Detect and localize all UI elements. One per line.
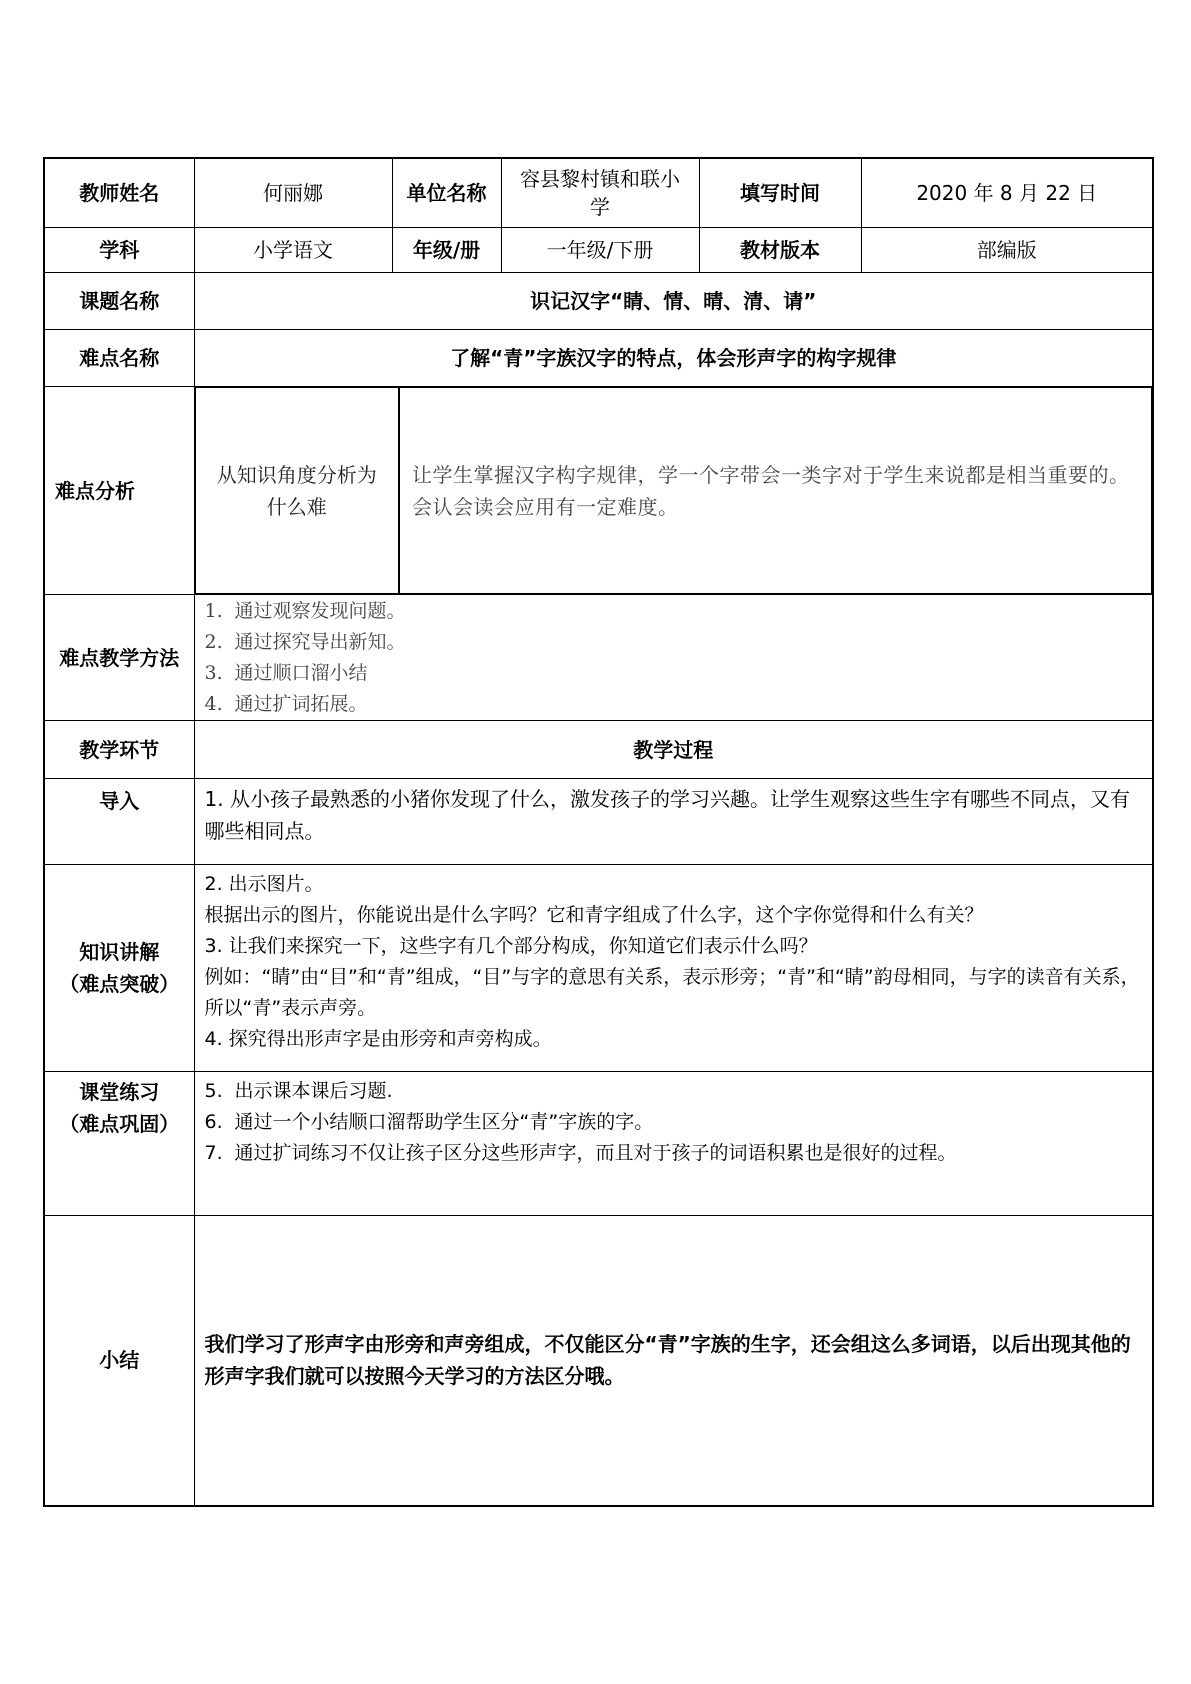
practice-item: 6. 通过一个小结顺口溜帮助学生区分“青”字族的字。 — [204, 1111, 654, 1133]
knowledge-line: 2. 出示图片。 — [204, 873, 324, 895]
knowledge-label-line2: （难点突破） — [59, 972, 180, 996]
methods-list — [205, 596, 1143, 720]
knowledge-label-line1: 知识讲解 — [79, 940, 160, 964]
topic-label: 课题名称 — [44, 273, 194, 330]
unit-value: 容县黎村镇和联小学 — [501, 158, 699, 228]
topic-value: 识记汉字“睛、情、晴、清、请” — [194, 273, 1153, 330]
methods-list-cell — [194, 595, 1153, 721]
knowledge-line: 4. 探究得出形声字是由形旁和声旁构成。 — [204, 1028, 552, 1050]
method-item: 1. 通过观察发现问题。 — [204, 599, 406, 622]
process-header-row — [44, 721, 1153, 779]
method-item: 3. 通过顺口溜小结 — [204, 661, 368, 684]
lesson-plan-document — [43, 157, 1152, 1507]
practice-label-line2: （难点巩固） — [59, 1112, 180, 1136]
practice-list — [205, 1076, 1143, 1169]
grade-label: 年级/册 — [392, 228, 501, 273]
analysis-row — [44, 387, 1153, 595]
intro-label: 导入 — [44, 779, 194, 865]
teacher-value: 何丽娜 — [194, 158, 392, 228]
intro-text: 1. 从小孩子最熟悉的小猪你发现了什么，激发孩子的学习兴趣。让学生观察这些生字有哪些不同点，又有哪些相同点。 — [194, 779, 1153, 865]
knowledge-line: 根据出示的图片，你能说出是什么字吗？它和青字组成了什么字，这个字你觉得和什么有关？ — [204, 904, 984, 926]
info-row-1 — [44, 158, 1153, 228]
practice-list-cell — [194, 1072, 1153, 1216]
summary-row — [44, 1216, 1153, 1506]
analysis-content — [194, 387, 1153, 595]
subject-label: 学科 — [44, 228, 194, 273]
difficulty-value: 了解“青”字族汉字的特点，体会形声字的构字规律 — [194, 330, 1153, 387]
summary-text: 我们学习了形声字由形旁和声旁组成，不仅能区分“青”字族的生字，还会组这么多词语，以后出现其他的形声字我们就可以按照今天学习的方法区分哦。 — [194, 1216, 1153, 1506]
subject-value: 小学语文 — [194, 228, 392, 273]
edition-value: 部编版 — [861, 228, 1153, 273]
methods-row — [44, 595, 1153, 721]
knowledge-label — [44, 865, 194, 1072]
method-item: 4. 通过扩词拓展。 — [204, 692, 368, 715]
knowledge-row — [44, 865, 1153, 1072]
topic-row — [44, 273, 1153, 330]
grade-value: 一年级/下册 — [501, 228, 699, 273]
practice-label-line1: 课堂练习 — [79, 1080, 160, 1104]
analysis-label: 难点分析 — [44, 387, 194, 595]
lesson-plan-table — [43, 157, 1154, 1507]
unit-label: 单位名称 — [392, 158, 501, 228]
method-item: 2. 通过探究导出新知。 — [204, 630, 406, 653]
methods-label: 难点教学方法 — [44, 595, 194, 721]
practice-item: 5. 出示课本课后习题. — [204, 1080, 393, 1102]
analysis-sub-label: 从知识角度分析为什么难 — [195, 388, 399, 594]
edition-label: 教材版本 — [699, 228, 861, 273]
knowledge-line: 3. 让我们来探究一下，这些字有几个部分构成，你知道它们表示什么吗？ — [204, 935, 818, 957]
summary-label: 小结 — [44, 1216, 194, 1506]
practice-row — [44, 1072, 1153, 1216]
difficulty-label: 难点名称 — [44, 330, 194, 387]
analysis-text: 让学生掌握汉字构字规律，学一个字带会一类字对于学生来说都是相当重要的。会认会读会应用有一定难度。 — [399, 388, 1152, 594]
time-value: 2020 年 8 月 22 日 — [861, 158, 1153, 228]
process-step-label: 教学环节 — [44, 721, 194, 779]
practice-item: 7. 通过扩词练习不仅让孩子区分这些形声字，而且对于孩子的词语积累也是很好的过程。 — [204, 1142, 957, 1164]
intro-row — [44, 779, 1153, 865]
teacher-label: 教师姓名 — [44, 158, 194, 228]
practice-label — [44, 1072, 194, 1216]
info-row-2 — [44, 228, 1153, 273]
knowledge-content — [194, 865, 1153, 1072]
time-label: 填写时间 — [699, 158, 861, 228]
knowledge-line: 例如：“睛”由“目”和“青”组成，“目”与字的意思有关系，表示形旁；“青”和“睛”韵母相同，与字的读音有关系，所以“青”表示声旁。 — [204, 966, 1140, 1019]
difficulty-row — [44, 330, 1153, 387]
process-label: 教学过程 — [194, 721, 1153, 779]
